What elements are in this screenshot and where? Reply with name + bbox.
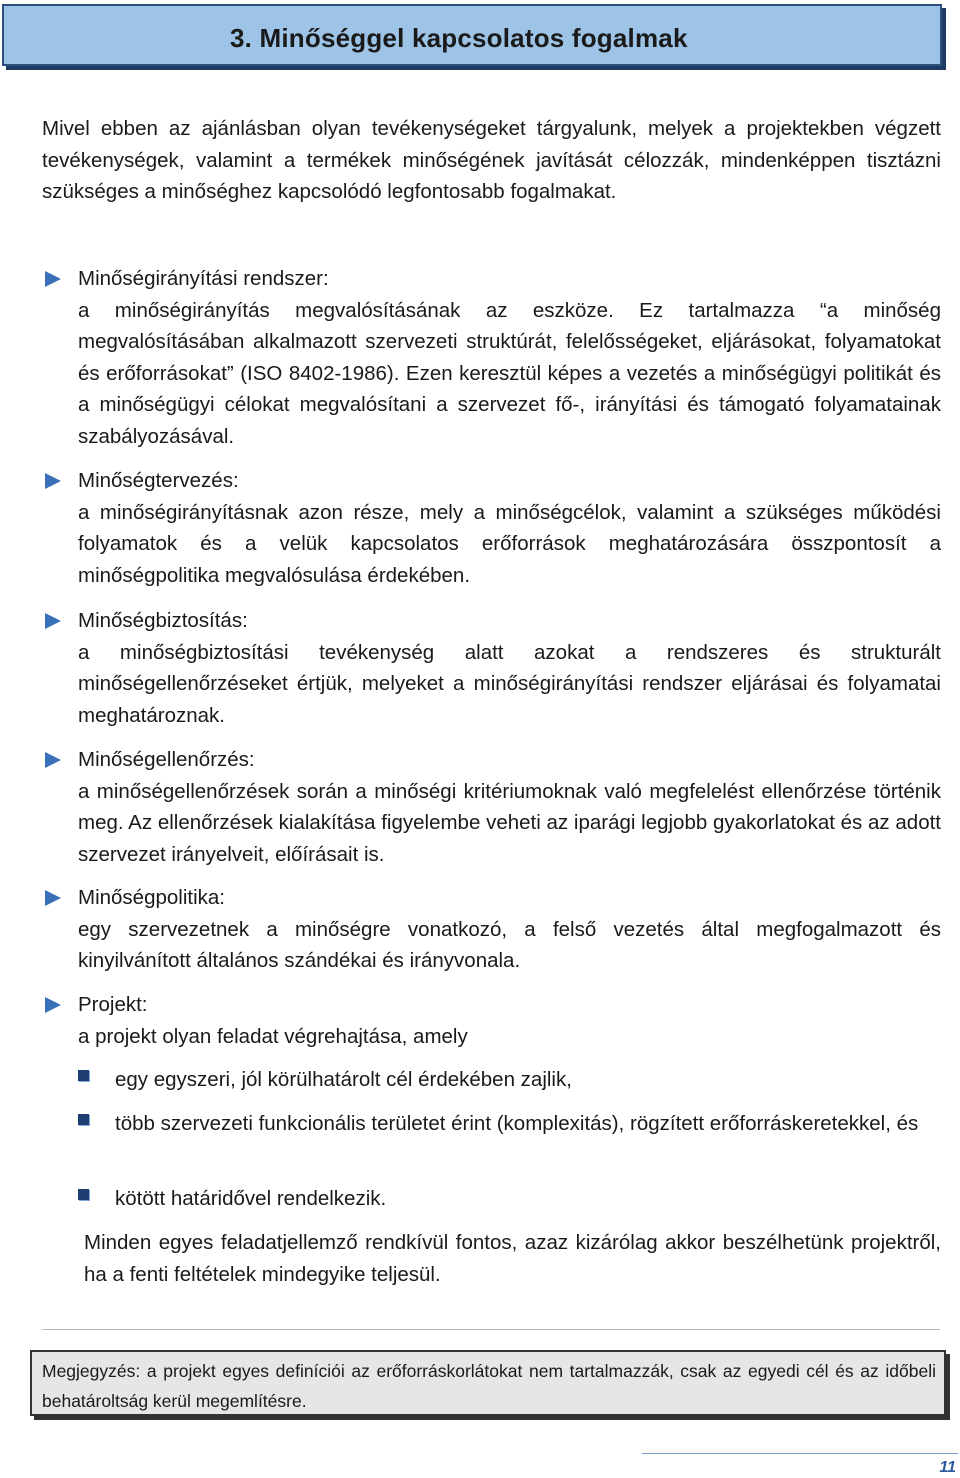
arrow-bullet-icon (45, 613, 61, 629)
definition-body: a minőségirányításnak azon része, mely a minőségcélok, valamint a szükséges működési folyamatok és a velük kapcsolatos erőforrások meghatározására összpontosít a minőségpolitika megvalósulása érdekében. (78, 500, 941, 587)
note-text: Megjegyzés: a projekt egyes definíciói az erőforráskorlátokat nem tartalmazzák, csak az egyedi cél és az időbeli behatároltság kerül megemlítésre. (42, 1361, 936, 1411)
definition-quality-control (42, 744, 941, 870)
definition-term: Minőségellenőrzés: (78, 748, 255, 771)
square-bullet-icon (78, 1070, 89, 1081)
arrow-bullet-icon (45, 997, 61, 1013)
closing-paragraph: Minden egyes feladatjellemző rendkívül fontos, azaz kizárólag akkor beszélhetünk projektről, ha a fenti feltételek mindegyike teljesül. (84, 1231, 941, 1286)
definition-body: a minőségirányítás megvalósításának az eszköze. Ez tartalmazza “a minőség megvalósításában alkalmazott szervezeti struktúrát, felelősségeket, eljárásokat, folyamatokat és erőforrásokat” (ISO 8402-1986). Ezen keresztül képes a vezetés a minőségügyi politikát és a minőségügyi célokat megvalósítani a szervezet fő-, irányítási és támogató folyamatainak szabályozásával. (78, 298, 941, 448)
definition-term: Minőségirányítási rendszer: (78, 267, 329, 290)
definition-term: Minőségtervezés: (78, 469, 239, 492)
arrow-bullet-icon (45, 473, 61, 489)
arrow-bullet-icon (45, 752, 61, 768)
definition-quality-management-system (42, 263, 941, 452)
section-divider (42, 1329, 940, 1330)
definition-body: egy szervezetnek a minőségre vonatkozó, a felső vezetés által megfogalmazott és kinyilvánított általános szándékai és irányvonala. (78, 917, 941, 972)
definition-body: a minőségellenőrzések során a minőségi kritériumoknak való megfelelést ellenőrzése történik meg. Az ellenőrzések kialakítása figyelembe veheti az iparági legjobb gyakorlatokat és az adott szervezet irányelveit, előírásait is. (78, 779, 941, 866)
intro-paragraph: Mivel ebben az ajánlásban olyan tevékenységeket tárgyalunk, melyek a projektekben végzett tevékenységek, valamint a termékek minőségének javítását célozzák, mindenképpen tisztázni szükséges a minőséghez kapcsolódó legfontosabb fogalmakat. (42, 117, 941, 203)
definition-quality-assurance (42, 605, 941, 731)
project-condition-item (78, 1064, 941, 1096)
definition-quality-planning (42, 465, 941, 591)
definition-quality-policy (42, 882, 941, 977)
page-number: 11 (939, 1459, 956, 1476)
project-condition-item (78, 1183, 941, 1215)
chapter-heading-banner (2, 4, 942, 66)
project-condition-item (78, 1108, 941, 1140)
definition-body: a minőségbiztosítási tevékenység alatt azokat a rendszeres és strukturált minőségellenőrzéseket értjük, melyeket a minőségirányítási rendszer eljárásai és folyamatai meghatároznak. (78, 640, 941, 727)
project-condition-text: több szervezeti funkcionális területet érint (komplexitás), rögzített erőforráskeretekkel, és (115, 1112, 919, 1135)
definition-body: a projekt olyan feladat végrehajtása, amely (78, 1024, 468, 1048)
definition-term: Projekt: (78, 993, 148, 1016)
chapter-title: 3. Minőséggel kapcsolatos fogalmak (230, 23, 688, 53)
definition-term: Minőségbiztosítás: (78, 609, 248, 632)
note-box (30, 1350, 946, 1416)
square-bullet-icon (78, 1189, 89, 1200)
definition-project (42, 989, 941, 1052)
square-bullet-icon (78, 1114, 89, 1125)
definition-term: Minőségpolitika: (78, 886, 225, 909)
project-condition-text: kötött határidővel rendelkezik. (115, 1187, 387, 1210)
arrow-bullet-icon (45, 271, 61, 287)
project-condition-text: egy egyszeri, jól körülhatárolt cél érdekében zajlik, (115, 1068, 572, 1091)
footer-rule (642, 1453, 958, 1454)
arrow-bullet-icon (45, 890, 61, 906)
